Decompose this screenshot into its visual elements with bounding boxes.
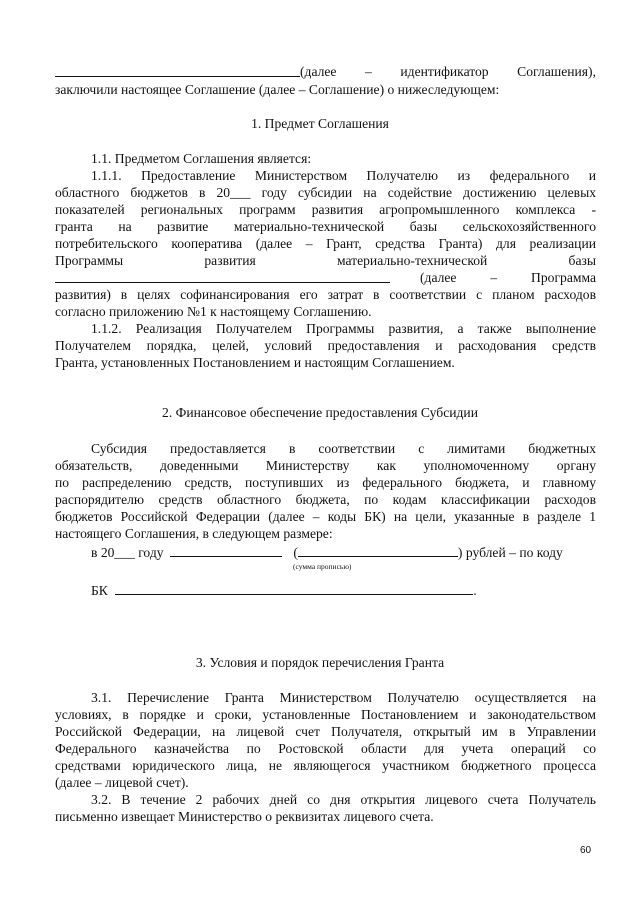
clause-1-1-1-line-8: развития) в целях софинансирования его затрат в соответствии с планом расходов <box>55 287 596 302</box>
section-2-line-4: распорядителю средств областного бюджета, по кодам классификации расходов <box>55 492 596 507</box>
sum-in-words-note: (сумма прописью) <box>293 562 352 571</box>
word: (далее <box>420 270 457 285</box>
program-name-blank <box>55 269 390 283</box>
rubles-label: ) рублей – по коду <box>457 545 563 560</box>
amount-words-blank <box>298 543 458 557</box>
clause-1-1-1-line-4: гранта на развитие материально-технической базы сельскохозяйственного <box>55 219 596 234</box>
word: Программы <box>55 253 124 268</box>
intro-line-1 <box>55 63 596 80</box>
clause-1-1: 1.1. Предметом Соглашения является: <box>91 151 312 166</box>
intro-word: (далее <box>300 64 337 79</box>
word: базы <box>568 253 596 268</box>
section-2-line-1: Субсидия предоставляется в соответствии с лимитами бюджетных <box>91 441 596 456</box>
clause-1-1-1-line-9: согласно приложению №1 к настоящему Соглашению. <box>55 304 372 319</box>
clause-3-1-line-3: Российской Федерации, на лицевой счет Получателя, открытый им в Управлении <box>55 724 596 739</box>
clause-1-1-1-line-1: 1.1.1. Предоставление Министерством Получателю из федерального и <box>91 168 596 183</box>
clause-3-1-line-2: условиях, в порядке и сроки, установленные Постановлением и законодательством <box>55 707 596 722</box>
clause-1-1-1-line-5: потребительского кооператива (далее – Грант, средства Гранта) для реализации <box>55 236 596 251</box>
clause-3-1-line-1: 3.1. Перечисление Гранта Министерством Получателю осуществляется на <box>91 690 596 705</box>
clause-3-2-line-1: 3.2. В течение 2 рабочих дней со дня открытия лицевого счета Получатель <box>91 792 596 807</box>
word: материально-технической <box>336 253 488 268</box>
amount-blank <box>170 543 282 557</box>
year-label: в 20___ году <box>91 545 164 560</box>
clause-1-1-2-line-2: Получателем порядка, целей, условий предоставления и расходования средств <box>55 338 596 353</box>
clause-3-1-line-5: средствами юридического лица, не являющегося участником бюджетного процесса <box>55 758 596 773</box>
word: Программа <box>531 270 596 285</box>
clause-1-1-2-line-3: Гранта, установленных Постановлением и настоящим Соглашением. <box>55 355 455 370</box>
intro-word: Соглашения), <box>517 64 596 79</box>
clause-1-1-1-line-2: областного бюджетов в 20___ году субсидии на содействие достижению целевых <box>55 185 596 200</box>
word: развития <box>204 253 256 268</box>
clause-1-1-1-line-7 <box>55 269 596 286</box>
word: – <box>490 270 498 285</box>
paren: ( <box>293 545 298 560</box>
page-number: 60 <box>580 845 592 856</box>
bk-label: БК <box>91 583 108 598</box>
bk-code-blank <box>115 581 473 595</box>
agreement-id-blank <box>55 63 300 77</box>
intro-word: идентификатор <box>400 64 489 79</box>
clause-3-2-line-2: письменно извещает Министерство о реквизитах лицевого счета. <box>55 809 434 824</box>
clause-1-1-1-line-3: показателей региональных программ развития агропромышленного комплекса - <box>55 202 596 217</box>
period: . <box>473 583 477 598</box>
section-2-line-2: обязательств, доведенными Министерству как уполномоченному органу <box>55 458 596 473</box>
clause-3-1-line-6: (далее – лицевой счет). <box>55 775 189 790</box>
intro-line-2: заключили настоящее Соглашение (далее – Соглашение) о нижеследующем: <box>55 82 500 97</box>
section-2-title: 2. Финансовое обеспечение предоставления Субсидии <box>162 405 478 420</box>
bk-line <box>91 581 477 599</box>
clause-3-1-line-4: Федерального казначейства по Ростовской области для учета операций со <box>55 741 596 756</box>
section-2-line-5: бюджетов Российской Федерации (далее – коды БК) на цели, указанные в разделе 1 <box>55 509 596 524</box>
intro-word: – <box>365 64 372 79</box>
clause-1-1-2-line-1: 1.1.2. Реализация Получателем Программы развития, а также выполнение <box>91 321 596 336</box>
section-2-line-3: по распределению средств, поступивших из федерального бюджета, и главному <box>55 475 596 490</box>
section-1-title: 1. Предмет Соглашения <box>251 116 389 131</box>
section-2-line-6: настоящего Соглашения, в следующем размере: <box>55 526 333 541</box>
clause-1-1-1-line-6 <box>55 252 596 269</box>
amount-line <box>91 543 563 561</box>
section-3-title: 3. Условия и порядок перечисления Гранта <box>195 655 445 670</box>
